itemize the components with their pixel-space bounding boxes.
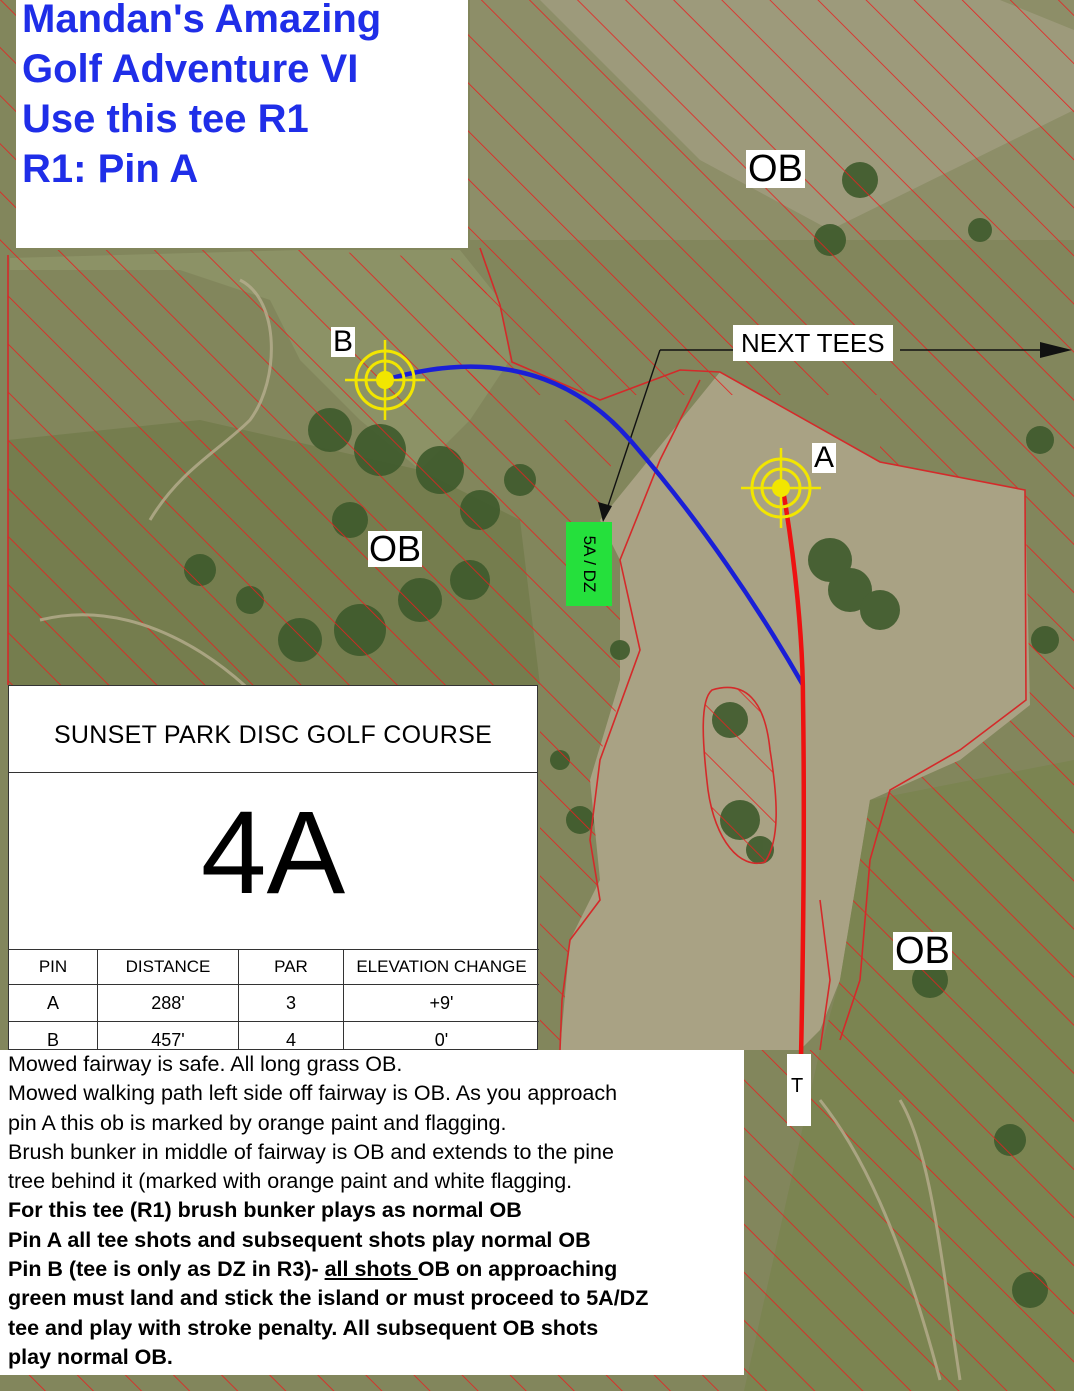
title-line-1: Mandan's Amazing bbox=[22, 0, 382, 41]
note-line-bold: For this tee (R1) brush bunker plays as normal OB bbox=[8, 1198, 522, 1223]
note-line: Brush bunker in middle of fairway is OB and extends to the pine bbox=[8, 1139, 614, 1164]
ob-hatch-bottom bbox=[0, 1375, 744, 1391]
note-line-bold: tee and play with stroke penalty. All subsequent OB shots bbox=[8, 1315, 599, 1340]
pin-cell: A bbox=[9, 985, 98, 1022]
pin-a-label: A bbox=[814, 441, 835, 474]
table-row bbox=[9, 985, 539, 1022]
distance-cell: 288' bbox=[98, 985, 239, 1022]
title-line-4: R1: Pin A bbox=[22, 147, 199, 191]
course-name: SUNSET PARK DISC GOLF COURSE bbox=[9, 686, 537, 773]
col-par: PAR bbox=[239, 950, 344, 985]
note-segment: Pin B (tee is only as DZ in R3)- bbox=[8, 1257, 325, 1282]
par-cell: 4 bbox=[239, 1022, 344, 1059]
note-line: pin A this ob is marked by orange paint and flagging. bbox=[8, 1110, 507, 1135]
ob-label-right: OB bbox=[895, 930, 950, 972]
pin-b-label: B bbox=[333, 325, 354, 358]
tee-label: T bbox=[791, 1075, 804, 1097]
distance-cell: 457' bbox=[98, 1022, 239, 1059]
hole-number: 4A bbox=[200, 787, 346, 919]
ob-label-left: OB bbox=[369, 528, 422, 569]
scorecard bbox=[8, 685, 538, 1050]
note-segment: OB on approaching bbox=[417, 1257, 618, 1282]
note-line: Mowed fairway is safe. All long grass OB. bbox=[8, 1052, 403, 1076]
next-tee-tag bbox=[566, 522, 612, 606]
elevation-cell: +9' bbox=[344, 985, 540, 1022]
pin-cell: B bbox=[9, 1022, 98, 1059]
hole-stats-table bbox=[9, 949, 539, 1058]
elevation-cell: 0' bbox=[344, 1022, 540, 1059]
note-line-bold bbox=[8, 1255, 744, 1284]
ob-label-top: OB bbox=[748, 148, 803, 190]
note-underlined: all shots bbox=[324, 1257, 418, 1282]
title-line-2: Golf Adventure VI bbox=[22, 47, 359, 91]
course-notes bbox=[0, 1050, 744, 1375]
table-header-row bbox=[9, 950, 539, 985]
title-line-3: Use this tee R1 bbox=[22, 97, 309, 141]
note-line: tree behind it (marked with orange paint and white flagging. bbox=[8, 1169, 573, 1194]
note-line-bold: play normal OB. bbox=[8, 1344, 173, 1369]
note-line-bold: green must land and stick the island or must proceed to 5A/DZ bbox=[8, 1286, 649, 1311]
note-line: Mowed walking path left side off fairway is OB. As you approach bbox=[8, 1081, 618, 1106]
col-distance: DISTANCE bbox=[98, 950, 239, 985]
par-cell: 3 bbox=[239, 985, 344, 1022]
col-pin: PIN bbox=[9, 950, 98, 985]
title-block bbox=[16, 0, 468, 248]
col-elevation: ELEVATION CHANGE bbox=[344, 950, 540, 985]
next-tees-label: NEXT TEES bbox=[733, 325, 893, 361]
note-line-bold: Pin A all tee shots and subsequent shots play normal OB bbox=[8, 1227, 591, 1252]
next-tee-tag-text: 5A / DZ bbox=[580, 535, 599, 593]
